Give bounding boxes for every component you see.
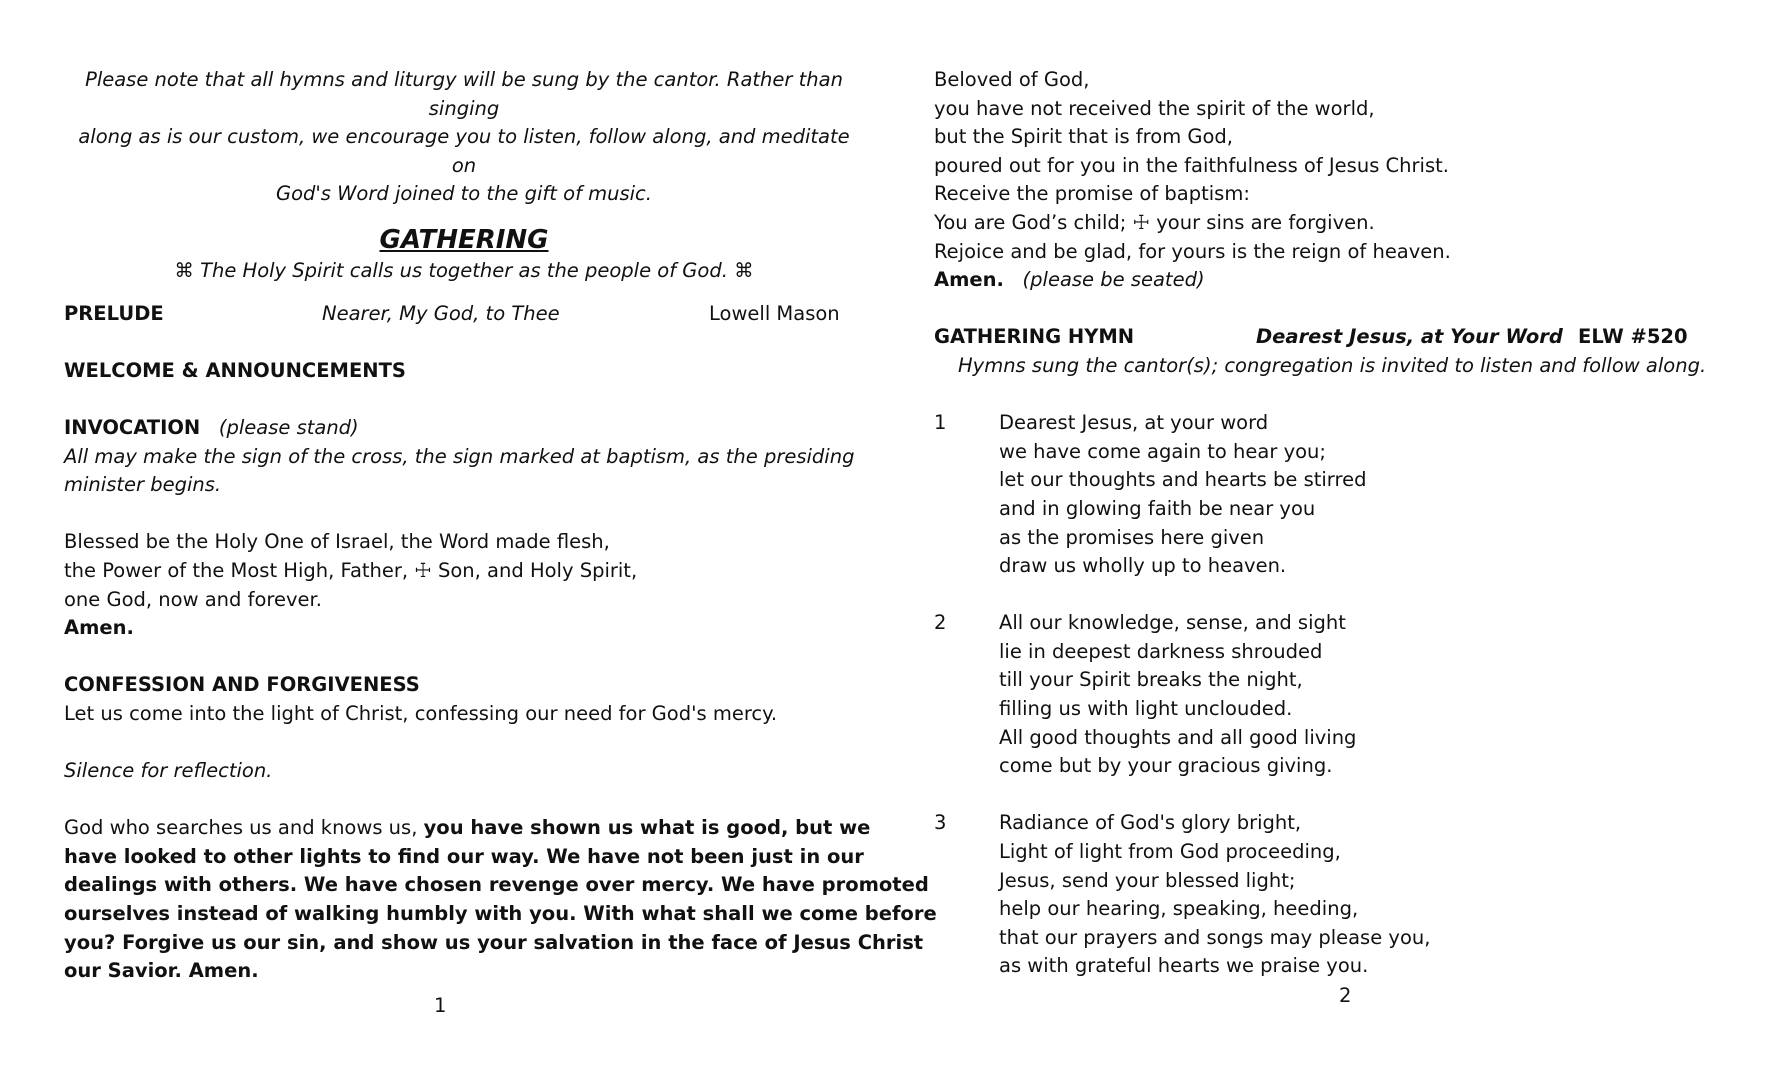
verse-line: filling us with light unclouded. — [999, 697, 1293, 721]
verse-line: Jesus, send your blessed light; — [999, 868, 1296, 892]
invocation-text: the Power of the Most High, Father, ☩ Son, and Holy Spirit, — [64, 558, 638, 582]
verse-line: let our thoughts and hearts be stirred — [999, 468, 1367, 492]
congregation-text: dealings with others. We have chosen revenge over mercy. We have promoted — [64, 873, 929, 897]
confession-heading: CONFESSION AND FORGIVENESS — [64, 673, 420, 697]
invocation-response: Amen. — [64, 616, 134, 640]
verse-line: All our knowledge, sense, and sight — [999, 611, 1346, 635]
invocation-label: INVOCATION — [64, 415, 201, 439]
gathering-title: GATHERING — [379, 224, 549, 255]
verse-line: till your Spirit breaks the night, — [999, 668, 1303, 692]
hymn-verse — [934, 809, 1724, 981]
hymn-label: GATHERING HYMN — [934, 325, 1135, 349]
verse-line: come but by your gracious giving. — [999, 754, 1333, 778]
verse-line: as with grateful hearts we praise you. — [999, 954, 1369, 978]
hymn-title: Dearest Jesus, at Your Word — [1256, 325, 1563, 349]
invocation-rubric: All may make the sign of the cross, the sign marked at baptism, as the presiding — [64, 444, 855, 468]
absolution-line: you have not received the spirit of the world, — [934, 96, 1375, 120]
page-number-1: 1 — [434, 994, 447, 1017]
invocation-heading — [64, 414, 864, 443]
congregation-text: you have shown us what is good, but we — [423, 816, 871, 840]
verse-line: All good thoughts and all good living — [999, 725, 1357, 749]
invocation-rubric: minister begins. — [64, 473, 222, 497]
congregation-text: have looked to other lights to find our way. We have not been just in our — [64, 844, 864, 868]
absolution — [934, 66, 1724, 295]
verse-number: 2 — [934, 611, 947, 635]
right-page — [934, 66, 1724, 981]
absolution-line: Receive the promise of baptism: — [934, 182, 1250, 206]
left-page — [64, 66, 937, 986]
absolution-line: You are God’s child; ☩ your sins are forgiven. — [934, 210, 1375, 234]
congregation-text: ourselves instead of walking humbly with you. With what shall we come before — [64, 902, 937, 926]
verse-number: 3 — [934, 811, 947, 835]
absolution-amen — [934, 266, 1724, 295]
amen: Amen. — [934, 268, 1004, 292]
prelude-title: Nearer, My God, to Thee — [322, 301, 560, 325]
verse-number: 1 — [934, 411, 947, 435]
verse-line: that our prayers and songs may please you, — [999, 925, 1431, 949]
confession-prayer — [64, 814, 937, 986]
page-number-2: 2 — [1339, 984, 1352, 1007]
confession-intro: Let us come into the light of Christ, confessing our need for God's mercy. — [64, 701, 778, 725]
note-line: God's Word joined to the gift of music. — [276, 182, 652, 206]
absolution-line: poured out for you in the faithfulness of Jesus Christ. — [934, 153, 1449, 177]
cantor-note — [64, 66, 864, 209]
prelude-label: PRELUDE — [64, 301, 164, 325]
absolution-line: Beloved of God, — [934, 68, 1090, 91]
verse-line: help our hearing, speaking, heeding, — [999, 897, 1359, 921]
note-line: along as is our custom, we encourage you to listen, follow along, and meditate on — [78, 125, 850, 177]
verse-line: Dearest Jesus, at your word — [999, 411, 1269, 435]
verse-line: we have come again to hear you; — [999, 439, 1326, 463]
invocation-text: Blessed be the Holy One of Israel, the Word made flesh, — [64, 530, 610, 554]
invocation-text: one God, now and forever. — [64, 587, 322, 611]
verse-line: and in glowing faith be near you — [999, 496, 1316, 520]
invocation-note: (please stand) — [218, 415, 359, 439]
leader-text: God who searches us and knows us, — [64, 816, 424, 840]
prelude-composer: Lowell Mason — [709, 301, 840, 325]
hymn-number: ELW #520 — [1578, 325, 1688, 349]
amen-note: (please be seated) — [1022, 268, 1205, 292]
welcome-heading: WELCOME & ANNOUNCEMENTS — [64, 358, 406, 382]
hymn-verse — [934, 609, 1724, 781]
verse-line: draw us wholly up to heaven. — [999, 554, 1287, 578]
hymn-heading — [934, 323, 1724, 352]
absolution-line: but the Spirit that is from God, — [934, 125, 1234, 149]
gathering-subtitle: ⌘ The Holy Spirit calls us together as the people of God. ⌘ — [174, 258, 754, 282]
verse-line: Radiance of God's glory bright, — [999, 811, 1302, 835]
verse-line: Light of light from God proceeding, — [999, 840, 1341, 864]
absolution-line: Rejoice and be glad, for yours is the reign of heaven. — [934, 239, 1451, 263]
congregation-text: you? Forgive us our sin, and show us your salvation in the face of Jesus Christ — [64, 930, 924, 954]
congregation-text: our Savior. Amen. — [64, 959, 259, 983]
prelude-row — [64, 300, 864, 329]
hymn-note: Hymns sung the cantor(s); congregation is invited to listen and follow along. — [958, 353, 1707, 377]
verse-line: as the promises here given — [999, 525, 1265, 549]
note-line: Please note that all hymns and liturgy will be sung by the cantor. Rather than singing — [85, 68, 843, 120]
verse-line: lie in deepest darkness shrouded — [999, 639, 1323, 663]
silence-rubric: Silence for reflection. — [64, 759, 273, 783]
hymn-verse — [934, 409, 1724, 581]
